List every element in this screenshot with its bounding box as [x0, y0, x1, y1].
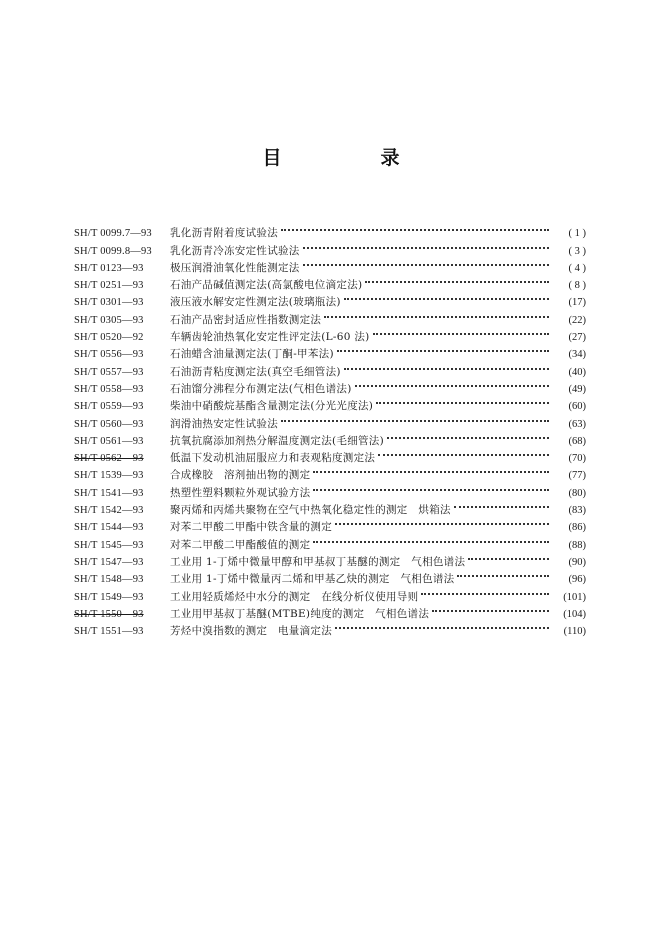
entry-title: 低温下发动机油屈服应力和表观粘度测定法 [170, 452, 376, 465]
entry-title: 工业用甲基叔丁基醚(MTBE)纯度的测定 气相色谱法 [170, 607, 430, 620]
entry-title: 工业用轻质烯烃中水分的测定 在线分析仪使用导则 [170, 590, 419, 603]
standard-code: SH/T 0301—93 [74, 297, 144, 309]
page-number: (77) [568, 470, 586, 482]
page-number: (22) [568, 314, 586, 326]
page-title: 目 录 [262, 147, 440, 169]
page-number: (86) [568, 522, 586, 534]
standard-code: SH/T 0562—93 [74, 453, 144, 465]
standard-code: SH/T 1541—93 [74, 487, 144, 499]
page-number: (104) [563, 608, 586, 620]
page-number: (68) [568, 435, 586, 447]
standard-code: SH/T 1549—93 [74, 591, 144, 603]
standard-code: SH/T 1542—93 [74, 505, 144, 517]
standard-code: SH/T 0556—93 [74, 349, 144, 361]
dot-leader [387, 427, 549, 444]
standard-code: SH/T 1539—93 [74, 470, 144, 482]
page-number: (63) [568, 418, 586, 430]
table-of-contents [74, 219, 586, 638]
standard-code: SH/T 0559—93 [74, 401, 144, 413]
page-number: (17) [568, 297, 586, 309]
dot-leader [313, 530, 549, 547]
entry-title: 车辆齿轮油热氧化安定性评定法(L-60 法) [170, 331, 370, 344]
page-number: (110) [563, 626, 586, 638]
standard-code: SH/T 0561—93 [74, 435, 144, 447]
entry-title: 润滑油热安定性试验法 [170, 417, 278, 430]
entry-title: 工业用 1-丁烯中微量丙二烯和甲基乙炔的测定 气相色谱法 [170, 573, 455, 586]
dot-leader [468, 548, 549, 565]
page-number: (80) [568, 487, 586, 499]
entry-title: 对苯二甲酸二甲酯酸值的测定 [170, 538, 311, 551]
standard-code: SH/T 1550—93 [74, 608, 144, 620]
standard-code: SH/T 1551—93 [74, 626, 144, 638]
entry-title: 极压润滑油氧化性能测定法 [170, 261, 300, 274]
entry-title: 工业用 1-丁烯中微量甲醇和甲基叔丁基醚的测定 气相色谱法 [170, 555, 466, 568]
page-number: (96) [568, 574, 586, 586]
standard-code: SH/T 1544—93 [74, 522, 144, 534]
entry-title: 芳烃中溴指数的测定 电量滴定法 [170, 625, 332, 638]
entry-title: 石油蜡含油量测定法(丁酮-甲苯法) [170, 348, 334, 361]
dot-leader [457, 565, 549, 582]
page-number: (40) [568, 366, 586, 378]
standard-code: SH/T 0099.7—93 [74, 228, 152, 240]
entry-title: 乳化沥青冷冻安定性试验法 [170, 244, 300, 257]
page-number: (60) [568, 401, 586, 413]
entry-title: 石油产品密封适应性指数测定法 [170, 313, 322, 326]
page-number: (83) [568, 505, 586, 517]
entry-title: 石油馏分沸程分布测定法(气相色谱法) [170, 382, 352, 395]
standard-code: SH/T 0123—93 [74, 262, 144, 274]
entry-title: 合成橡胶 溶剂抽出物的测定 [170, 469, 311, 482]
page-number: (27) [568, 332, 586, 344]
entry-title: 对苯二甲酸二甲酯中铁含量的测定 [170, 521, 332, 534]
dot-leader [281, 409, 549, 426]
dot-leader [313, 461, 549, 478]
entry-title: 聚丙烯和丙烯共聚物在空气中热氧化稳定性的测定 烘箱法 [170, 504, 451, 517]
entry-title: 乳化沥青附着度试验法 [170, 227, 278, 240]
dot-leader [432, 600, 549, 617]
standard-code: SH/T 0560—93 [74, 418, 144, 430]
entry-title: 柴油中硝酸烷基酯含量测定法(分光光度法) [170, 400, 374, 413]
dot-leader [335, 617, 549, 634]
entry-title: 抗氧抗腐添加剂热分解温度测定法(毛细管法) [170, 434, 384, 447]
entry-title: 液压液水解安定性测定法(玻璃瓶法) [170, 296, 341, 309]
dot-leader [365, 271, 549, 288]
standard-code: SH/T 1547—93 [74, 556, 144, 568]
dot-leader [355, 375, 549, 392]
page-number: (88) [568, 539, 586, 551]
dot-leader [373, 323, 549, 340]
standard-code: SH/T 0099.8—93 [74, 245, 152, 257]
dot-leader [454, 496, 549, 513]
dot-leader [344, 288, 549, 305]
page-number: (101) [563, 591, 586, 603]
dot-leader [337, 340, 549, 357]
entry-title: 热塑性塑料颗粒外观试验方法 [170, 486, 311, 499]
standard-code: SH/T 0557—93 [74, 366, 144, 378]
page-number: (90) [568, 556, 586, 568]
page-number: (70) [568, 453, 586, 465]
dot-leader [344, 357, 549, 374]
standard-code: SH/T 0520—92 [74, 332, 144, 344]
dot-leader [303, 236, 549, 253]
entry-title: 石油产品碱值测定法(高氯酸电位滴定法) [170, 279, 363, 292]
standard-code: SH/T 0251—93 [74, 280, 144, 292]
page-number: (34) [568, 349, 586, 361]
standard-code: SH/T 1548—93 [74, 574, 144, 586]
page-number: ( 1 ) [568, 228, 586, 240]
page-number: (49) [568, 383, 586, 395]
dot-leader [378, 444, 549, 461]
page-number: ( 8 ) [568, 280, 586, 292]
entry-title: 石油沥青粘度测定法(真空毛细管法) [170, 365, 341, 378]
dot-leader [421, 582, 549, 599]
dot-leader [303, 254, 549, 271]
standard-code: SH/T 0305—93 [74, 314, 144, 326]
standard-code: SH/T 1545—93 [74, 539, 144, 551]
page-number: ( 4 ) [568, 262, 586, 274]
dot-leader [324, 305, 549, 322]
dot-leader [376, 392, 549, 409]
dot-leader [313, 478, 549, 495]
page-number: ( 3 ) [568, 245, 586, 257]
standard-code: SH/T 0558—93 [74, 383, 144, 395]
dot-leader [335, 513, 549, 530]
toc-entry [74, 219, 586, 240]
dot-leader [281, 219, 549, 236]
